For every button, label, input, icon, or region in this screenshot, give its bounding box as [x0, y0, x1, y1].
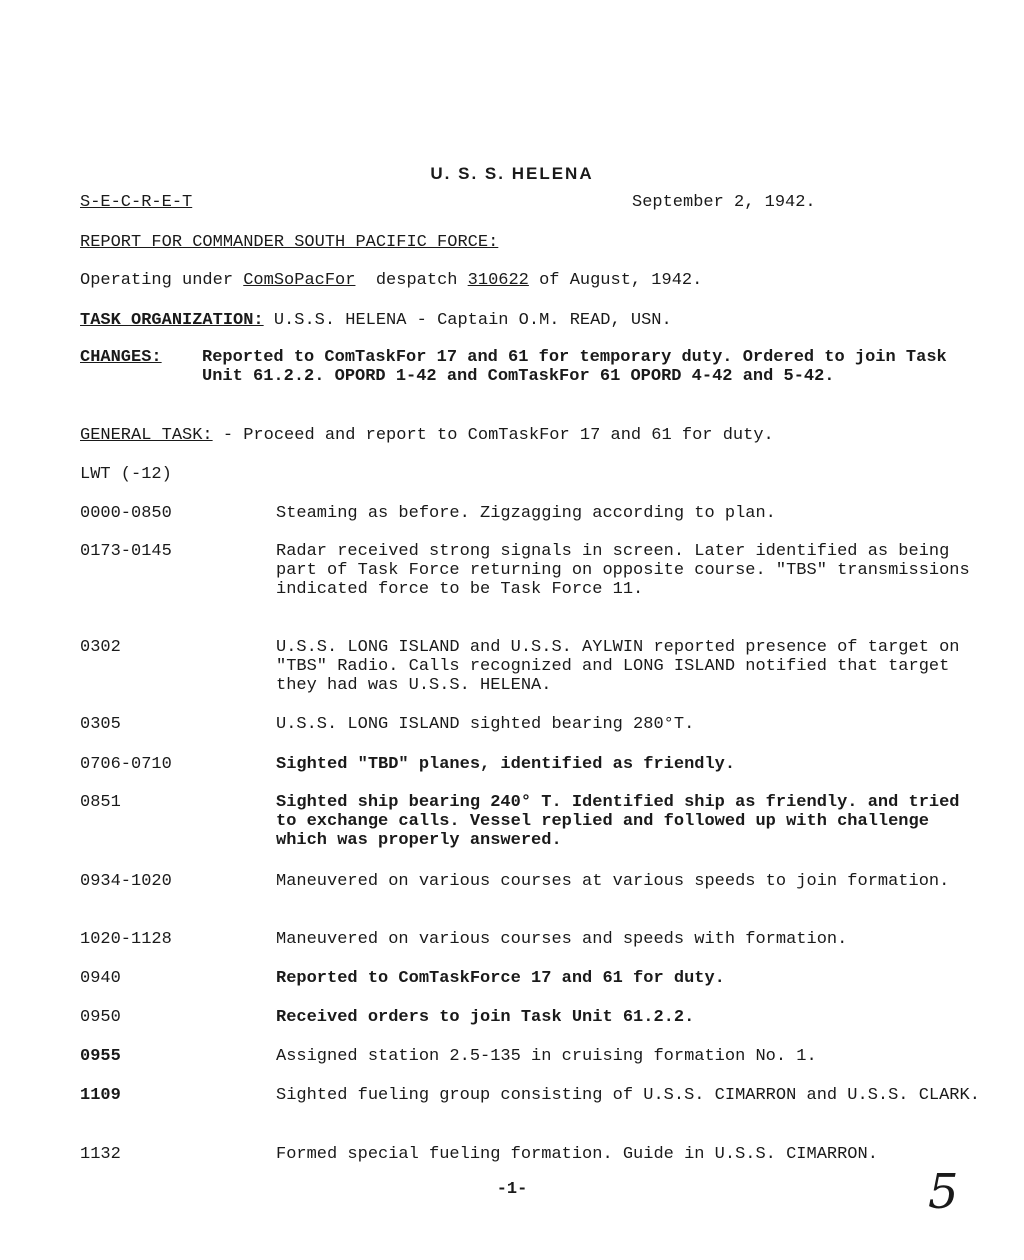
- log-text: Radar received strong signals in screen. Later identified as being part of Task Force returning on opposite course. "TBS" transmissions indicated force to be Task Force 11.: [276, 542, 970, 599]
- log-text: Steaming as before. Zigzagging according to plan.: [276, 504, 776, 523]
- log-text: Reported to ComTaskForce 17 and 61 for duty.: [276, 969, 725, 988]
- log-text: U.S.S. LONG ISLAND and U.S.S. AYLWIN reported presence of target on "TBS" Radio. Calls recognized and LONG ISLAND notified that target they had was U.S.S. HELENA.: [276, 638, 960, 695]
- changes-text: Reported to ComTaskFor 17 and 61 for temporary duty. Ordered to join Task Unit 61.2.2. OPORD 1-42 and ComTaskFor 61 OPORD 4-42 and 5-42.: [202, 348, 947, 386]
- log-time: 0173-0145: [80, 542, 172, 561]
- log-text: Maneuvered on various courses and speeds with formation.: [276, 930, 848, 949]
- time-zone: LWT (-12): [80, 465, 172, 484]
- changes-label: CHANGES:: [80, 348, 162, 367]
- operating-line: Operating under ComSoPacFor despatch 310622 of August, 1942.: [80, 271, 703, 290]
- log-time: 0305: [80, 715, 121, 734]
- ship-title: U. S. S. HELENA: [430, 164, 594, 183]
- log-time: 1132: [80, 1145, 121, 1164]
- log-time: 0934-1020: [80, 872, 172, 891]
- log-time: 0950: [80, 1008, 121, 1027]
- log-time: 0940: [80, 969, 121, 988]
- handwritten-page-stamp: 5: [928, 1164, 959, 1220]
- log-text: Received orders to join Task Unit 61.2.2.: [276, 1008, 695, 1027]
- authority: ComSoPacFor: [243, 271, 356, 290]
- log-time: 0000-0850: [80, 504, 172, 523]
- report-title: REPORT FOR COMMANDER SOUTH PACIFIC FORCE:: [80, 233, 499, 252]
- log-time: 0302: [80, 638, 121, 657]
- log-text: Assigned station 2.5-135 in cruising formation No. 1.: [276, 1047, 817, 1066]
- log-text: Sighted ship bearing 240° T. Identified ship as friendly. and tried to exchange calls. Vessel replied and followed up with challenge which was properly answered.: [276, 793, 960, 850]
- log-text: Sighted "TBD" planes, identified as friendly.: [276, 755, 736, 774]
- log-text: Formed special fueling formation. Guide in U.S.S. CIMARRON.: [276, 1145, 878, 1164]
- log-time: 1020-1128: [80, 930, 172, 949]
- classification-mark: S-E-C-R-E-T: [80, 193, 193, 212]
- log-text: Maneuvered on various courses at various speeds to join formation.: [276, 872, 950, 891]
- page-number: -1-: [496, 1180, 528, 1199]
- log-time: 0955: [80, 1047, 121, 1066]
- general-task: GENERAL TASK: - Proceed and report to ComTaskFor 17 and 61 for duty.: [80, 426, 774, 445]
- log-text: Sighted fueling group consisting of U.S.S. CIMARRON and U.S.S. CLARK.: [276, 1086, 980, 1105]
- log-time: 1109: [80, 1086, 121, 1105]
- log-time: 0706-0710: [80, 755, 172, 774]
- task-organization: TASK ORGANIZATION: U.S.S. HELENA - Captain O.M. READ, USN.: [80, 311, 672, 330]
- report-date: September 2, 1942.: [632, 193, 816, 212]
- log-text: U.S.S. LONG ISLAND sighted bearing 280°T.: [276, 715, 695, 734]
- log-time: 0851: [80, 793, 121, 812]
- despatch-number: 310622: [467, 271, 529, 290]
